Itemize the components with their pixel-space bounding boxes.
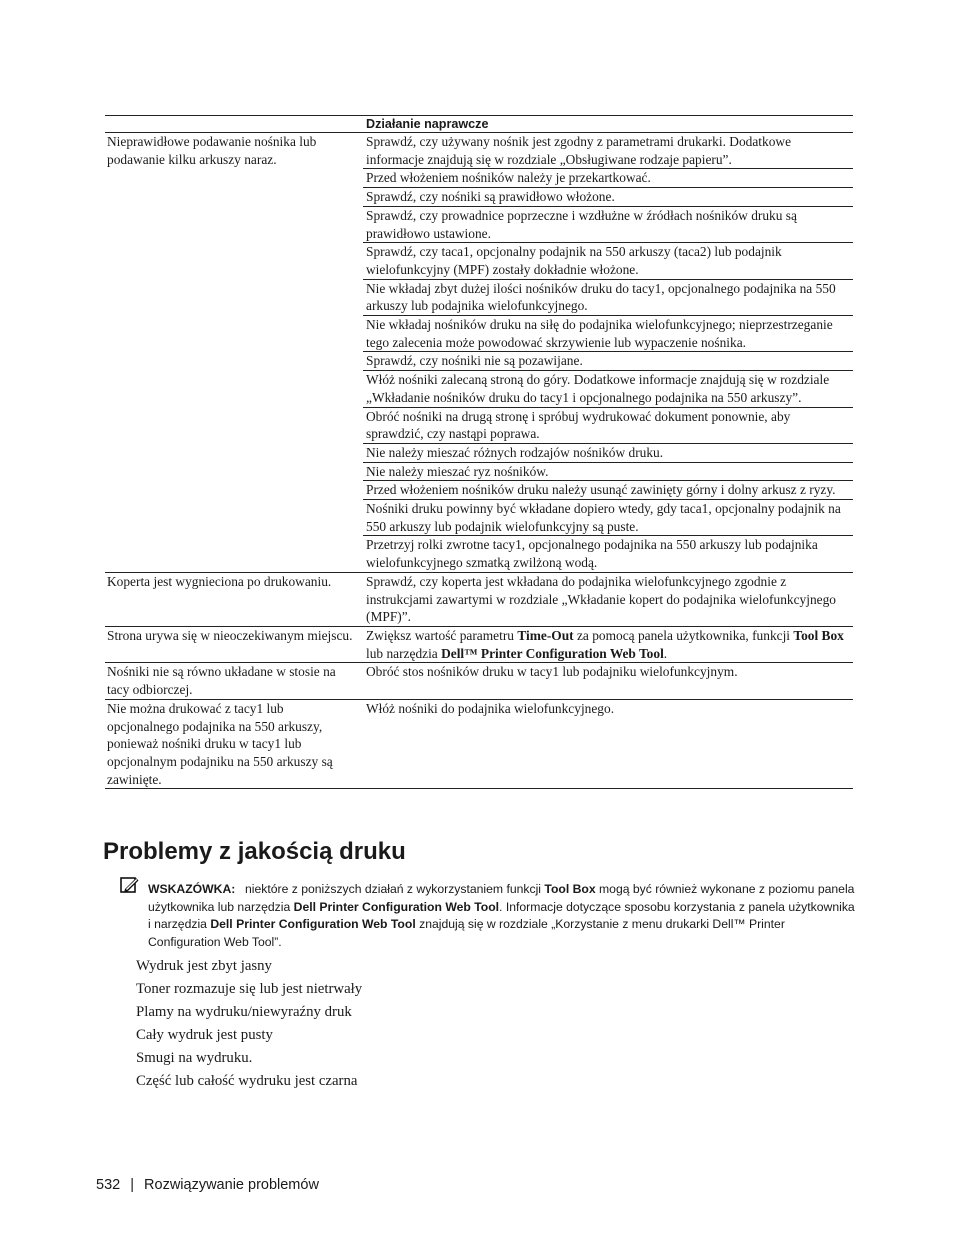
link-spots[interactable]: Plamy na wydruku/niewyraźny druk bbox=[136, 1004, 352, 1020]
problem-cell: Nieprawidłowe podawanie nośnika lub podawanie kilku arkuszy naraz. bbox=[105, 133, 363, 573]
note-tool-name: Tool Box bbox=[544, 882, 596, 896]
page-footer bbox=[96, 1177, 319, 1193]
table-row bbox=[105, 699, 853, 789]
link-blank-print[interactable]: Cały wydruk jest pusty bbox=[136, 1027, 273, 1043]
page-number: 532 bbox=[96, 1177, 121, 1193]
action-cell: Włóż nośniki zalecaną stroną do góry. Dodatkowe informacje znajdują się w rozdziale „Wkładanie nośników druku do tacy1 i opcjonalnego podajnika na 550 arkuszy”. bbox=[363, 371, 853, 407]
action-column-header: Działanie naprawcze bbox=[366, 117, 489, 131]
note-text bbox=[148, 881, 860, 951]
problem-cell: Koperta jest wygnieciona po drukowaniu. bbox=[105, 572, 363, 626]
problem-cell: Nośniki nie są równo układane w stosie na tacy odbiorczej. bbox=[105, 663, 363, 699]
action-cell: Sprawdź, czy nośniki są prawidłowo włożone. bbox=[363, 188, 853, 207]
action-cell: Nie wkładaj zbyt dużej ilości nośników druku do tacy1, opcjonalnego podajnika na 550 arkuszy lub podajnika wielofunkcyjnego. bbox=[363, 279, 853, 315]
troubleshooting-table bbox=[105, 115, 853, 789]
action-cell: Sprawdź, czy taca1, opcjonalny podajnik na 550 arkuszy (taca2) lub podajnik wielofunkcyjny (MPF) zostały dokładnie włożone. bbox=[363, 243, 853, 279]
action-text: lub narzędzia bbox=[366, 645, 442, 661]
action-cell: Obróć nośniki na drugą stronę i spróbuj wydrukować dokument ponownie, aby sprawdzić, czy nastąpi poprawa. bbox=[363, 407, 853, 443]
table-row bbox=[105, 626, 853, 662]
link-black-print[interactable]: Część lub całość wydruku jest czarna bbox=[136, 1073, 358, 1089]
tool-name: Dell™ Printer Configuration Web Tool bbox=[441, 645, 664, 661]
table-row bbox=[105, 572, 853, 626]
problem-cell: Strona urywa się w nieoczekiwanym miejscu. bbox=[105, 626, 363, 662]
quality-problems-list bbox=[136, 956, 362, 1094]
function-name: Tool Box bbox=[793, 627, 844, 643]
action-cell: Sprawdź, czy nośniki nie są pozawijane. bbox=[363, 352, 853, 371]
section-heading: Problemy z jakością druku bbox=[103, 838, 406, 865]
note-text-part: mogą być również wykonane z poziomu panela użytkownika lub narzędzia bbox=[148, 882, 855, 914]
action-cell bbox=[363, 626, 853, 662]
action-cell: Obróć stos nośników druku w tacy1 lub podajniku wielofunkcyjnym. bbox=[363, 663, 853, 699]
action-text: Zwiększ wartość parametru bbox=[366, 627, 518, 643]
action-cell: Przetrzyj rolki zwrotne tacy1, opcjonalnego podajnika na 550 arkuszy lub podajnika wielofunkcyjnego szmatką zwilżoną wodą. bbox=[363, 536, 853, 572]
link-light-print[interactable]: Wydruk jest zbyt jasny bbox=[136, 958, 272, 974]
action-cell: Sprawdź, czy używany nośnik jest zgodny z parametrami drukarki. Dodatkowe informacje znajdują się w rozdziale „Obsługiwane rodzaje papieru”. bbox=[366, 134, 792, 167]
action-cell: Włóż nośniki do podajnika wielofunkcyjnego. bbox=[363, 699, 853, 789]
link-toner-smears[interactable]: Toner rozmazuje się lub jest nietrwały bbox=[136, 981, 363, 997]
note-tool-name: Dell Printer Configuration Web Tool bbox=[293, 899, 500, 914]
note-text-part: znajdują się w rozdziale „Korzystanie z menu drukarki Dell™ Printer Configuration Web Tool”. bbox=[148, 917, 785, 949]
note-pencil-icon bbox=[120, 876, 140, 894]
action-cell: Nośniki druku powinny być wkładane dopiero wtedy, gdy taca1, opcjonalny podajnik na 550 arkuszy lub podajnik wielofunkcyjny są puste. bbox=[363, 500, 853, 536]
action-text: . bbox=[663, 645, 668, 661]
note-tool-name: Dell Printer Configuration Web Tool bbox=[210, 917, 416, 932]
action-cell: Sprawdź, czy koperta jest wkładana do podajnika wielofunkcyjnego zgodnie z instrukcjami zawartymi w rozdziale „Wkładanie kopert do podajnika wielofunkcyjnego (MPF)”. bbox=[363, 572, 853, 626]
action-cell: Nie wkładaj nośników druku na siłę do podajnika wielofunkcyjnego; nieprzestrzeganie tego zalecenia może powodować skrzywienie lub wypaczenie nośnika. bbox=[363, 316, 853, 352]
action-cell: Przed włożeniem nośników druku należy usunąć zawinięty górny i dolny arkusz z ryzy. bbox=[363, 481, 853, 500]
table-row bbox=[105, 663, 853, 699]
link-streaks[interactable]: Smugi na wydruku. bbox=[136, 1050, 253, 1066]
problem-column-header bbox=[105, 116, 363, 133]
action-cell: Nie należy mieszać różnych rodzajów nośników druku. bbox=[363, 443, 853, 462]
note-text-part: niektóre z poniższych działań z wykorzystaniem funkcji bbox=[245, 882, 545, 896]
note-label: WSKAZÓWKA: bbox=[148, 882, 236, 896]
action-text: za pomocą panela użytkownika, funkcji bbox=[573, 627, 794, 643]
chapter-name: Rozwiązywanie problemów bbox=[144, 1177, 319, 1193]
action-cell: Nie należy mieszać ryz nośników. bbox=[363, 462, 853, 481]
problem-cell: Nie można drukować z tacy1 lub opcjonalnego podajnika na 550 arkuszy, ponieważ nośniki druku w tacy1 lub opcjonalnym podajniku na 550 arkuszy są zawinięte. bbox=[105, 699, 363, 789]
action-cell: Sprawdź, czy prowadnice poprzeczne i wzdłużne w źródłach nośników druku są prawidłowo ustawione. bbox=[363, 206, 853, 242]
table-header-row bbox=[105, 116, 853, 133]
footer-separator: | bbox=[130, 1177, 135, 1193]
parameter-name: Time-Out bbox=[517, 627, 574, 643]
note-text-part: . Informacje dotyczące sposobu korzystania z panela użytkownika i narzędzia bbox=[148, 899, 855, 932]
table-row bbox=[105, 133, 853, 169]
action-cell: Przed włożeniem nośników należy je przekartkować. bbox=[363, 169, 853, 188]
